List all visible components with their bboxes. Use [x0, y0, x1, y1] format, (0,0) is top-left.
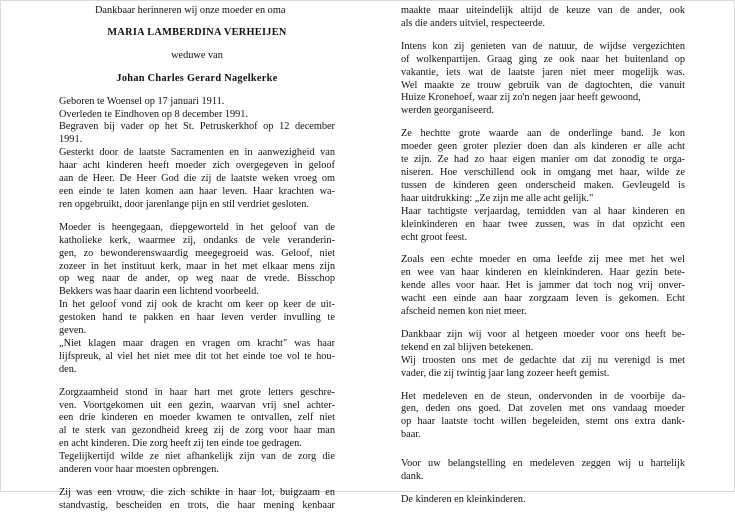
paragraph-continuation: [401, 5, 685, 31]
text-line: Zoals een echte moeder en oma leefde zij mee met het wel: [401, 254, 685, 266]
text-line: haar acht kinderen heeft moeder zich overgegeven in geloof: [59, 160, 335, 172]
text-line: maakte maar uiteindelijk altijd de keuze van de ander, ook: [401, 5, 685, 16]
text-line: Huize Kronehoef, waar zij zo'n negen jaar heeft gewoond,: [401, 92, 641, 104]
text-line: Moeder is heengegaan, diepgeworteld in het geloof van de: [59, 221, 335, 233]
text-line: baar.: [401, 429, 421, 441]
text-line: vakantie, iets wat de laatste jaren niet meer mogelijk was.: [401, 66, 685, 78]
text-line: ven. Voortgekomen uit een gezin, waarvan vrij snel achter-: [59, 399, 335, 411]
text-line: Ze hechtte grote waarde aan de onderlinge band. Je kon: [401, 128, 685, 140]
text-line: tussen de kinderen geen onderscheid maken. Gevleugeld is: [401, 179, 685, 191]
text-line: Tegelijkertijd wilde ze niet afhankelijk zijn van de zorg die: [59, 451, 335, 463]
paragraph-support: [401, 391, 685, 443]
text-line: een einde te laten komen aan haar leven. Haar krachten wa-: [59, 185, 335, 197]
signature-text: De kinderen en kleinkinderen.: [401, 494, 526, 505]
paragraph-nature: [401, 41, 685, 118]
text-line: zozeer in het instituut kerk, maar in het met elkaar mens zijn: [59, 260, 335, 272]
text-line: werden georganiseerd.: [401, 105, 495, 117]
text-line: al te sterk van gezondheid kreeg zij de zorg voor haar man: [59, 425, 335, 437]
paragraph-faith: [59, 222, 335, 377]
text-line: geven.: [59, 325, 87, 337]
birth-line: Geboren te Woensel op 17 januari 1911.: [59, 95, 225, 107]
text-line: en wee van haar kinderen en kleinkinderen. Haar gezin bete-: [401, 267, 685, 279]
text-line: kende alles voor haar. Het is jammer dat toch nog vrij onver-: [401, 280, 685, 292]
text-line: moeder geen groter plezier doen dan als kinderen er alle acht: [401, 141, 685, 153]
text-line: Het medeleven en de steun, ondervonden in de voorbije da-: [401, 390, 685, 402]
right-column: [401, 5, 685, 507]
text-line: dank.: [401, 471, 424, 483]
text-line: den.: [59, 363, 77, 375]
text-line: ren opgebruikt, door jarenlange pijn en stil verdriet gesloten.: [59, 198, 309, 210]
text-line: gen, deden ons goed. Dat zovelen met ons vandaag moeder: [401, 403, 685, 415]
text-line: op weg naar de ander, op weg naar de vrede. Bisschop: [59, 273, 335, 285]
text-line: Zij was een vrouw, die zich schikte in haar lot, buigzaam en: [59, 487, 335, 498]
text-line: Zorgzaamheid stond in haar hart met grote letters geschre-: [59, 386, 335, 398]
text-line: Bekkers was haar daarin een lichtend voorbeeld.: [59, 286, 259, 298]
text-line: Gesterkt door de laatste Sacramenten en in aanwezigheid van: [59, 147, 335, 159]
intro-line: Dankbaar herinneren wij onze moeder en oma: [95, 5, 286, 16]
deceased-name: MARIA LAMBERDINA VERHEIJEN: [107, 26, 287, 38]
text-line: vader, die zij twintig jaar lang zozeer heeft gemist.: [401, 367, 610, 379]
paragraph-character: [59, 487, 335, 513]
text-line: Haar tachtigste verjaardag, temidden van al haar kinderen en: [401, 205, 685, 217]
husband-name: Johan Charles Gerard Nagelkerke: [116, 72, 278, 84]
text-line: lijfspreuk, al viel het niet mee dit tot het einde toe vol te hou-: [59, 350, 335, 362]
text-line: gen, zo bewonderenswaardig meegegroeid was. Geloof, niet: [59, 247, 335, 259]
text-line: In het geloof vond zij ook de kracht om keer op keer de uit-: [59, 299, 335, 311]
text-line: afscheid nemen kon niet meer.: [401, 306, 527, 318]
text-line: „Niet klagen maar dragen en vragen om kracht" was haar: [59, 337, 335, 349]
paragraph-family: [401, 128, 685, 244]
text-line: gestoken hand te pakken en haar leven verder invulling te: [59, 312, 335, 324]
paragraph-care: [59, 387, 335, 477]
text-line: Dankbaar zijn wij voor al hetgeen moeder voor ons heeft be-: [401, 328, 685, 340]
death-line: Overleden te Eindhoven op 8 december 1991.: [59, 108, 248, 120]
signature-line: [401, 494, 685, 507]
text-line: aan de Heer. De Heer God die zij de laatste weken vroeg om: [59, 173, 335, 185]
life-facts: [59, 96, 335, 212]
text-line: echt groot feest.: [401, 231, 468, 243]
widow-of-line: weduwe van: [171, 49, 223, 61]
paragraph-gratitude: [401, 329, 685, 381]
text-line: als die anders uitviel, respecteerde.: [401, 17, 546, 29]
burial-line: Begraven bij vader op het St. Petruskerkhof op 12 december: [59, 121, 335, 133]
text-line: wacht een einde aan haar zorgzaam leven is gekomen. Echt: [401, 293, 685, 305]
text-line: en acht kinderen. Die zorg heeft zij ten einde toe gedragen.: [59, 438, 302, 450]
text-line: een drie kinderen en moeder kwamen te ontvallen, zelf niet: [59, 412, 335, 424]
text-line: Wel maakte ze trouw gebruik van de dagtochten, die vanuit: [401, 79, 685, 91]
text-line: katholieke kerk, waarmee zij, ondanks de vele veranderin-: [59, 234, 335, 246]
text-line: haar uitdrukking: „Ze zijn me alle acht gelijk.": [401, 192, 594, 204]
paragraph-thanks: [401, 458, 685, 484]
text-line: Wij troosten ons met de gedachte dat zij nu verenigd is met: [401, 354, 685, 366]
burial-year-line: 1991.: [59, 134, 83, 146]
left-column: [59, 5, 335, 513]
paragraph-grandmother: [401, 254, 685, 319]
text-line: standvastig, bescheiden en trots, die haar mening kenbaar: [59, 499, 335, 511]
text-line: niseren. Hoe verschillend ook in omgang met haar, wilde ze: [401, 166, 685, 178]
text-line: Intens kon zij genieten van de natuur, de wijdse vergezichten: [401, 40, 685, 52]
text-line: te zijn. Ze had zo haar eigen manier om dat zonodig te orga-: [401, 154, 685, 166]
text-line: Voor uw belangstelling en medeleven zeggen wij u hartelijk: [401, 458, 685, 470]
text-line: kleinkinderen en haar twee zussen, was in dat opzicht een: [401, 218, 685, 230]
text-line: op haar laatste tocht willen begeleiden, stemt ons extra dank-: [401, 416, 685, 428]
text-line: of wolkenpartijen. Graag ging ze ook naar het buitenland op: [401, 53, 685, 65]
text-line: tekend en zal blijven betekenen.: [401, 341, 534, 353]
text-line: anderen voor haar moesten opbrengen.: [59, 464, 219, 476]
